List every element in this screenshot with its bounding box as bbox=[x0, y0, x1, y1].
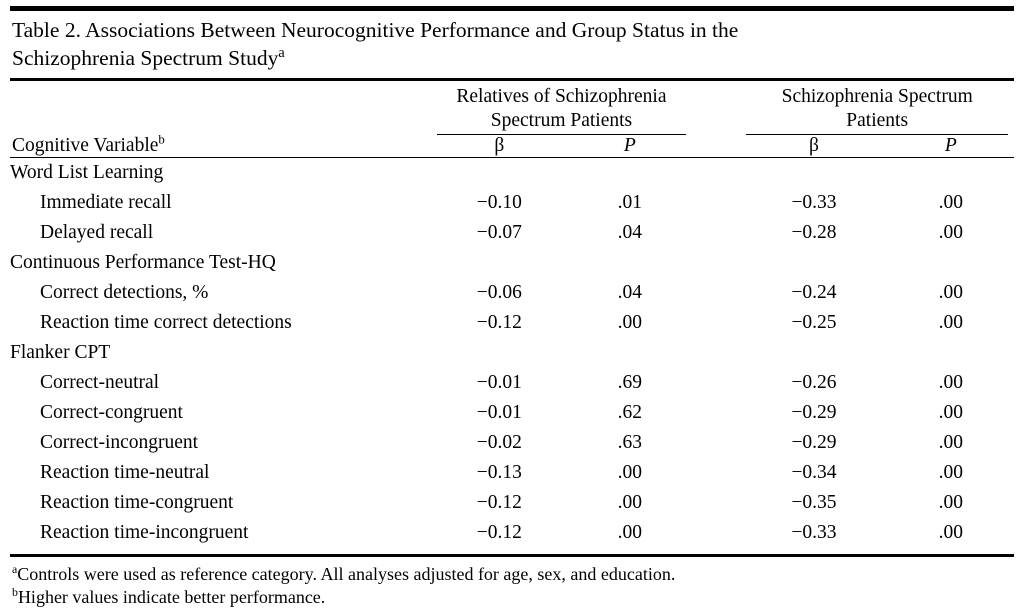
row-p-patients: .00 bbox=[938, 522, 964, 544]
row-beta-relatives: −0.12 bbox=[476, 492, 522, 514]
row-gap bbox=[692, 368, 740, 398]
table-row bbox=[10, 278, 1014, 308]
row-p-patients: .00 bbox=[938, 312, 964, 334]
row-beta-patients: −0.29 bbox=[791, 402, 837, 424]
row-p-relatives: .00 bbox=[617, 492, 643, 514]
column-header-beta-relatives: β bbox=[494, 134, 505, 156]
row-p-relatives bbox=[568, 338, 692, 368]
row-p-relatives: .69 bbox=[617, 372, 643, 394]
row-p-patients: .00 bbox=[938, 222, 964, 244]
table-row bbox=[10, 158, 1014, 188]
row-p-relatives: .00 bbox=[617, 522, 643, 544]
row-gap bbox=[692, 218, 740, 248]
row-gap bbox=[692, 278, 740, 308]
row-gap bbox=[692, 188, 740, 218]
group-header-relatives-line-1: Relatives of Schizophrenia bbox=[456, 86, 667, 108]
row-label: Correct detections, % bbox=[40, 282, 209, 304]
row-beta-relatives: −0.12 bbox=[476, 522, 522, 544]
row-gap bbox=[692, 458, 740, 488]
row-label: Word List Learning bbox=[10, 162, 164, 184]
row-beta-relatives: −0.12 bbox=[476, 312, 522, 334]
group-header-relatives bbox=[431, 85, 692, 135]
footnote-a bbox=[12, 563, 1014, 587]
row-p-patients: .00 bbox=[938, 192, 964, 214]
table-footnotes bbox=[10, 557, 1014, 610]
row-label: Reaction time-incongruent bbox=[40, 522, 249, 544]
row-beta-relatives: −0.10 bbox=[476, 192, 522, 214]
row-beta-patients bbox=[740, 338, 887, 368]
row-beta-patients: −0.25 bbox=[791, 312, 837, 334]
row-p-patients bbox=[888, 248, 1014, 278]
column-header-p-patients: P bbox=[944, 134, 957, 156]
row-p-patients: .00 bbox=[938, 402, 964, 424]
table-title-line-1: Table 2. Associations Between Neurocognitive Performance and Group Status in the bbox=[12, 18, 739, 42]
row-gap bbox=[692, 398, 740, 428]
group-header-patients bbox=[740, 85, 1014, 135]
row-p-patients: .00 bbox=[938, 492, 964, 514]
column-header-row bbox=[10, 135, 1014, 157]
row-label: Reaction time-neutral bbox=[40, 462, 210, 484]
row-beta-relatives: −0.02 bbox=[476, 432, 522, 454]
row-p-patients: .00 bbox=[938, 372, 964, 394]
row-label: Correct-congruent bbox=[40, 402, 183, 424]
group-header-relatives-line-2: Spectrum Patients bbox=[490, 109, 633, 131]
row-beta-patients bbox=[740, 158, 887, 188]
row-label: Flanker CPT bbox=[10, 342, 111, 364]
table-row bbox=[10, 308, 1014, 338]
table-row bbox=[10, 428, 1014, 458]
row-p-relatives bbox=[568, 248, 692, 278]
row-beta-patients: −0.35 bbox=[791, 492, 837, 514]
footnote-a-marker: a bbox=[12, 561, 18, 576]
table-row bbox=[10, 458, 1014, 488]
row-beta-relatives bbox=[431, 248, 568, 278]
table-title-line-2: Schizophrenia Spectrum Study bbox=[12, 45, 279, 70]
row-gap bbox=[692, 158, 740, 188]
row-gap bbox=[692, 518, 740, 548]
row-label: Immediate recall bbox=[40, 192, 172, 214]
row-gap bbox=[692, 338, 740, 368]
row-p-relatives: .04 bbox=[617, 282, 643, 304]
row-beta-patients: −0.24 bbox=[791, 282, 837, 304]
group-header-patients-line-2: Patients bbox=[846, 109, 909, 131]
table-row bbox=[10, 398, 1014, 428]
footnote-a-text: Controls were used as reference category. All analyses adjusted for age, sex, and education. bbox=[17, 563, 676, 584]
row-beta-patients: −0.33 bbox=[791, 192, 837, 214]
row-beta-relatives bbox=[431, 338, 568, 368]
row-beta-patients: −0.28 bbox=[791, 222, 837, 244]
row-gap bbox=[692, 248, 740, 278]
row-p-patients bbox=[888, 338, 1014, 368]
column-header-p-relatives: P bbox=[623, 134, 636, 156]
table-row bbox=[10, 218, 1014, 248]
table-row bbox=[10, 188, 1014, 218]
table-row bbox=[10, 368, 1014, 398]
row-label: Continuous Performance Test-HQ bbox=[10, 252, 276, 274]
row-label: Delayed recall bbox=[40, 222, 154, 244]
group-header-gap bbox=[692, 85, 740, 135]
results-table bbox=[10, 81, 1014, 157]
row-beta-patients: −0.33 bbox=[791, 522, 837, 544]
row-p-patients bbox=[888, 158, 1014, 188]
row-beta-patients: −0.34 bbox=[791, 462, 837, 484]
row-p-patients: .00 bbox=[938, 282, 964, 304]
row-label: Correct-neutral bbox=[40, 372, 160, 394]
table-row bbox=[10, 248, 1014, 278]
group-header-stub-empty bbox=[10, 85, 431, 135]
row-p-relatives: .01 bbox=[617, 192, 643, 214]
group-header-patients-line-1: Schizophrenia Spectrum bbox=[781, 86, 973, 108]
row-gap bbox=[692, 428, 740, 458]
row-beta-patients bbox=[740, 248, 887, 278]
row-beta-relatives bbox=[431, 158, 568, 188]
row-beta-relatives: −0.07 bbox=[476, 222, 522, 244]
table-row bbox=[10, 488, 1014, 518]
footnote-b bbox=[12, 586, 1014, 610]
row-label: Reaction time correct detections bbox=[40, 312, 292, 334]
column-header-cognitive-variable-text: Cognitive Variable bbox=[12, 134, 159, 156]
row-p-relatives: .04 bbox=[617, 222, 643, 244]
row-beta-relatives: −0.01 bbox=[476, 372, 522, 394]
row-p-patients: .00 bbox=[938, 432, 964, 454]
column-header-cognitive-variable bbox=[10, 132, 431, 157]
row-p-relatives: .00 bbox=[617, 312, 643, 334]
column-header-beta-patients: β bbox=[809, 134, 819, 156]
row-beta-relatives: −0.06 bbox=[476, 282, 522, 304]
row-gap bbox=[692, 488, 740, 518]
row-p-relatives: .62 bbox=[617, 402, 643, 424]
row-beta-relatives: −0.13 bbox=[476, 462, 522, 484]
column-header-gap bbox=[692, 135, 740, 157]
row-label: Reaction time-congruent bbox=[40, 492, 234, 514]
table-title bbox=[10, 11, 1014, 78]
footnote-b-marker: b bbox=[12, 585, 18, 600]
table-row bbox=[10, 518, 1014, 548]
group-header-row bbox=[10, 85, 1014, 135]
row-p-relatives bbox=[568, 158, 692, 188]
results-table-body bbox=[10, 158, 1014, 548]
row-p-patients: .00 bbox=[938, 462, 964, 484]
row-beta-patients: −0.29 bbox=[791, 432, 837, 454]
row-beta-relatives: −0.01 bbox=[476, 402, 522, 424]
table-row bbox=[10, 338, 1014, 368]
row-beta-patients: −0.26 bbox=[791, 372, 837, 394]
footnote-b-text: Higher values indicate better performance. bbox=[17, 587, 326, 608]
row-p-relatives: .00 bbox=[617, 462, 643, 484]
column-header-cognitive-variable-superscript: b bbox=[158, 132, 165, 147]
row-gap bbox=[692, 308, 740, 338]
row-p-relatives: .63 bbox=[617, 432, 643, 454]
table-title-superscript: a bbox=[278, 44, 285, 61]
table-page bbox=[0, 6, 1024, 606]
row-label: Correct-incongruent bbox=[40, 432, 199, 454]
